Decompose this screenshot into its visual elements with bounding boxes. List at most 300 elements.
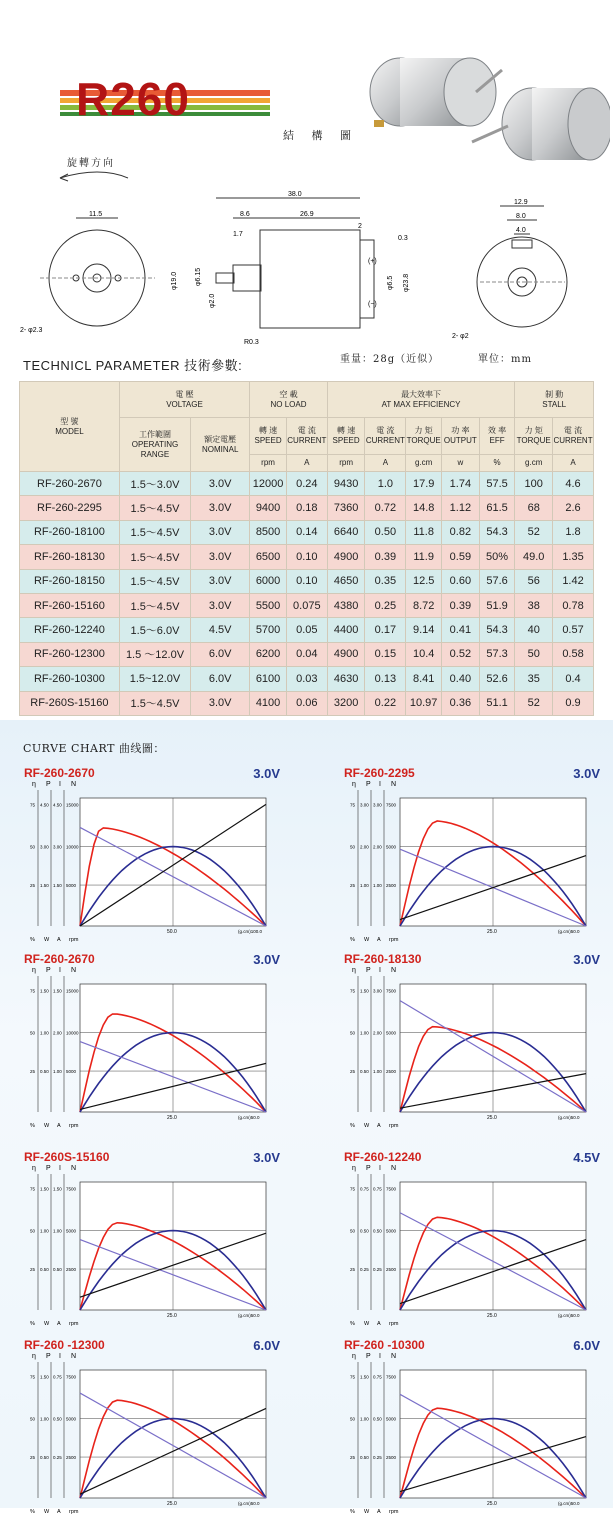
axis-foot: rpm	[389, 1123, 399, 1129]
tick-label: 3.00	[53, 844, 62, 850]
tick-label: 50	[350, 1416, 356, 1422]
value-cell: 100	[515, 472, 553, 496]
value-cell: 54.3	[479, 618, 515, 642]
tick-label: 1.00	[53, 1069, 62, 1075]
value-cell: 57.3	[479, 642, 515, 666]
parameter-title: TECHNICL PARAMETER 技術參數:	[23, 358, 243, 373]
tick-label: 1.50	[360, 988, 369, 994]
axis-foot: A	[377, 1321, 381, 1327]
tick-label: 10000	[66, 844, 79, 850]
value-cell: 8.72	[406, 593, 442, 617]
value-cell: 0.40	[442, 667, 480, 691]
x-tick-mid: 25.0	[487, 929, 497, 935]
axis-letter: N	[391, 1353, 397, 1360]
chart-voltage: 6.0V	[573, 1338, 600, 1353]
unit-pct: %	[479, 455, 515, 472]
axis-foot: rpm	[389, 937, 399, 943]
x-tick-mid: 50.0	[167, 929, 177, 935]
value-cell: 1.42	[553, 569, 594, 593]
dim-side-dia2: φ2.0	[209, 293, 216, 308]
tick-label: 1.00	[373, 1069, 382, 1075]
parameter-table	[19, 381, 594, 716]
tick-label: 1.00	[373, 883, 382, 889]
tick-label: 25	[350, 1267, 356, 1273]
axis-foot: %	[30, 937, 35, 943]
tick-label: 25	[30, 1267, 36, 1273]
chart-plot	[18, 966, 283, 1131]
dim-side-total: 38.0	[288, 191, 302, 198]
tick-label: 0.50	[40, 1267, 49, 1273]
chart-title: RF-260-2295	[344, 766, 415, 780]
dim-side-e: 0.3	[398, 235, 408, 242]
value-cell: 0.22	[365, 691, 406, 715]
chart-plot	[338, 780, 603, 945]
axis-foot: %	[350, 937, 355, 943]
chart-plot	[18, 1352, 283, 1517]
chart-title: RF-260-12240	[344, 1150, 422, 1164]
value-cell: 6.0V	[191, 642, 250, 666]
value-cell: 1.5～4.5V	[119, 593, 190, 617]
value-cell: 1.5～6.0V	[119, 618, 190, 642]
axis-letter: I	[379, 1165, 381, 1172]
value-cell: 1.8	[553, 520, 594, 544]
table-row	[20, 569, 594, 593]
axis-foot: rpm	[389, 1321, 399, 1327]
tick-label: 7500	[66, 1374, 77, 1380]
tick-label: 0.50	[360, 1228, 369, 1234]
axis-letter: I	[379, 1353, 381, 1360]
chart-title: RF-260 -10300	[344, 1338, 425, 1352]
tick-label: 1.00	[360, 1030, 369, 1036]
motor-photo	[360, 40, 610, 170]
header-voltage: 電 壓 VOLTAGE	[119, 382, 249, 418]
tick-label: 75	[350, 802, 356, 808]
value-cell: 6500	[250, 545, 287, 569]
value-cell: 52	[515, 520, 553, 544]
dim-rear-w2: 8.0	[516, 213, 526, 220]
tick-label: 0.25	[360, 1267, 369, 1273]
axis-foot: rpm	[389, 1509, 399, 1515]
value-cell: 57.6	[479, 569, 515, 593]
tick-label: 25	[350, 883, 356, 889]
x-tick-max: (g.cm)50.0	[558, 1313, 580, 1318]
unit-rpm: rpm	[327, 455, 365, 472]
axis-letter: I	[59, 781, 61, 788]
tick-label: 7500	[386, 1374, 397, 1380]
value-cell: 0.18	[286, 496, 327, 520]
axis-letter: η	[352, 1353, 356, 1360]
x-tick-max: (g.cm)100.0	[238, 929, 263, 934]
value-cell: 0.03	[286, 667, 327, 691]
dim-side-c: 1.7	[233, 231, 243, 238]
chart-voltage: 4.5V	[573, 1150, 600, 1165]
value-cell: 0.36	[442, 691, 480, 715]
value-cell: 9.14	[406, 618, 442, 642]
x-tick-max: (g.cm)50.0	[238, 1313, 260, 1318]
dim-side-dia19: φ19.0	[171, 271, 178, 290]
value-cell: 0.39	[365, 545, 406, 569]
tick-label: 0.50	[373, 1228, 382, 1234]
header-current-stall: 電 流 CURRENT	[553, 418, 594, 455]
model-cell: RF-260-18130	[20, 545, 120, 569]
value-cell: 4630	[327, 667, 365, 691]
chart-plot	[338, 1164, 603, 1329]
chart-voltage: 6.0V	[253, 1338, 280, 1353]
axis-foot: W	[364, 1321, 370, 1327]
tick-label: 0.75	[53, 1374, 62, 1380]
axis-letter: η	[32, 1165, 36, 1172]
value-cell: 8500	[250, 520, 287, 544]
model-cell: RF-260-2295	[20, 496, 120, 520]
axis-foot: %	[350, 1321, 355, 1327]
header-noload: 空 載 NO LOAD	[250, 382, 328, 418]
dim-side-dia238: φ23.8	[403, 273, 410, 292]
tick-label: 1.50	[53, 883, 62, 889]
axis-letter: I	[59, 967, 61, 974]
value-cell: 1.0	[365, 472, 406, 496]
axis-letter: P	[46, 1353, 51, 1360]
curve-chart	[338, 952, 608, 1132]
dim-front-width: 11.5	[89, 211, 103, 218]
header-eff: 效 率 EFF	[479, 418, 515, 455]
side-view	[171, 191, 410, 345]
tick-label: 2500	[66, 1455, 77, 1461]
tick-label: 5000	[386, 1030, 397, 1036]
tick-label: 75	[350, 988, 356, 994]
model-cell: RF-260-18150	[20, 569, 120, 593]
tick-label: 1.00	[53, 1228, 62, 1234]
value-cell: 4100	[250, 691, 287, 715]
header-maxeff: 最大效率下 AT MAX EFFICIENCY	[327, 382, 515, 418]
value-cell: 7360	[327, 496, 365, 520]
tick-label: 1.00	[40, 1030, 49, 1036]
axis-letter: N	[391, 781, 397, 788]
value-cell: 68	[515, 496, 553, 520]
dim-side-dia65: φ6.5	[387, 275, 394, 290]
header-torque-maxeff: 力 矩 TORQUE	[406, 418, 442, 455]
tick-label: 7500	[66, 1186, 77, 1192]
value-cell: 51.1	[479, 691, 515, 715]
tick-label: 5000	[66, 1228, 77, 1234]
tick-label: 50	[350, 844, 356, 850]
model-cell: RF-260-10300	[20, 667, 120, 691]
value-cell: 9400	[250, 496, 287, 520]
tick-label: 0.25	[53, 1455, 62, 1461]
value-cell: 38	[515, 593, 553, 617]
value-cell: 0.39	[442, 593, 480, 617]
tick-label: 50	[350, 1030, 356, 1036]
tick-label: 3.00	[40, 844, 49, 850]
header-speed-maxeff: 轉 速 SPEED	[327, 418, 365, 455]
tick-label: 0.50	[373, 1416, 382, 1422]
value-cell: 3.0V	[191, 593, 250, 617]
rotation-arrow-icon	[60, 172, 128, 181]
value-cell: 3.0V	[191, 520, 250, 544]
axis-foot: A	[377, 1509, 381, 1515]
tick-label: 5000	[66, 1069, 77, 1075]
tick-label: 1.00	[40, 1228, 49, 1234]
tick-label: 10000	[66, 1030, 79, 1036]
value-cell: 0.9	[553, 691, 594, 715]
x-tick-mid: 25.0	[167, 1313, 177, 1319]
tick-label: 15000	[66, 802, 79, 808]
unit-gcm: g.cm	[406, 455, 442, 472]
model-cell: RF-260-2670	[20, 472, 120, 496]
x-tick-mid: 25.0	[167, 1501, 177, 1507]
header-speed-noload: 轉 速 SPEED	[250, 418, 287, 455]
tick-label: 1.50	[40, 883, 49, 889]
value-cell: 57.5	[479, 472, 515, 496]
tick-label: 2500	[66, 1267, 77, 1273]
value-cell: 1.5～4.5V	[119, 545, 190, 569]
label-minus: (−)	[368, 301, 377, 308]
value-cell: 0.04	[286, 642, 327, 666]
value-cell: 5500	[250, 593, 287, 617]
value-cell: 0.57	[553, 618, 594, 642]
axis-foot: rpm	[69, 1123, 79, 1129]
tick-label: 2.00	[373, 1030, 382, 1036]
tick-label: 2500	[386, 883, 397, 889]
dim-side-d: 2	[358, 223, 362, 230]
tick-label: 7500	[386, 802, 397, 808]
value-cell: 1.5～4.5V	[119, 520, 190, 544]
value-cell: 1.5～4.5V	[119, 569, 190, 593]
value-cell: 10.4	[406, 642, 442, 666]
unit-a: A	[365, 455, 406, 472]
curve-chart	[338, 766, 608, 946]
value-cell: 1.5～4.5V	[119, 691, 190, 715]
chart-title: RF-260-2670	[24, 766, 95, 780]
tick-label: 0.75	[373, 1186, 382, 1192]
x-tick-max: (g.cm)50.0	[558, 1501, 580, 1506]
axis-letter: N	[71, 1165, 77, 1172]
dim-side-r: R0.3	[244, 339, 259, 345]
value-cell: 0.78	[553, 593, 594, 617]
header-nominal: 額定電壓 NOMINAL	[191, 418, 250, 472]
value-cell: 12.5	[406, 569, 442, 593]
value-cell: 8.41	[406, 667, 442, 691]
tick-label: 5000	[66, 883, 77, 889]
tick-label: 25	[30, 1069, 36, 1075]
value-cell: 61.5	[479, 496, 515, 520]
axis-foot: W	[364, 1509, 370, 1515]
value-cell: 56	[515, 569, 553, 593]
structure-label: 結 構 圖	[283, 129, 358, 142]
chart-voltage: 3.0V	[253, 952, 280, 967]
value-cell: 1.74	[442, 472, 480, 496]
value-cell: 0.15	[365, 642, 406, 666]
tick-label: 3.00	[373, 802, 382, 808]
x-tick-mid: 25.0	[167, 1115, 177, 1121]
unit-a: A	[553, 455, 594, 472]
table-row	[20, 472, 594, 496]
weight-label: 重量：28g（近似）	[340, 354, 440, 365]
model-cell: RF-260-15160	[20, 593, 120, 617]
axis-letter: N	[71, 781, 77, 788]
tick-label: 75	[30, 802, 36, 808]
tick-label: 4.50	[53, 802, 62, 808]
tick-label: 2500	[386, 1069, 397, 1075]
axis-letter: N	[391, 1165, 397, 1172]
tick-label: 50	[30, 1416, 36, 1422]
tick-label: 0.25	[373, 1455, 382, 1461]
tick-label: 0.50	[40, 1455, 49, 1461]
value-cell: 0.52	[442, 642, 480, 666]
tick-label: 75	[30, 988, 36, 994]
value-cell: 17.9	[406, 472, 442, 496]
chart-title: RF-260 -12300	[24, 1338, 105, 1352]
axis-foot: A	[377, 937, 381, 943]
curve-chart	[18, 766, 288, 946]
value-cell: 4900	[327, 642, 365, 666]
axis-letter: η	[352, 781, 356, 788]
dim-rear-w3: 4.0	[516, 227, 526, 234]
chart-plot	[18, 1164, 283, 1329]
value-cell: 0.25	[365, 593, 406, 617]
tick-label: 2.00	[373, 844, 382, 850]
tick-label: 7500	[386, 988, 397, 994]
tick-label: 0.50	[360, 1069, 369, 1075]
header-oprange: 工作範圍 OPERATING RANGE	[119, 418, 190, 472]
page-title: R260	[76, 73, 190, 125]
tick-label: 0.50	[53, 1416, 62, 1422]
table-row	[20, 691, 594, 715]
axis-foot: A	[377, 1123, 381, 1129]
value-cell: 0.06	[286, 691, 327, 715]
tick-label: 50	[30, 844, 36, 850]
value-cell: 3.0V	[191, 472, 250, 496]
value-cell: 50	[515, 642, 553, 666]
value-cell: 0.075	[286, 593, 327, 617]
axis-foot: W	[44, 1321, 50, 1327]
value-cell: 0.60	[442, 569, 480, 593]
axis-foot: %	[30, 1509, 35, 1515]
axis-foot: A	[57, 1123, 61, 1129]
value-cell: 3.0V	[191, 496, 250, 520]
value-cell: 3.0V	[191, 545, 250, 569]
chart-voltage: 3.0V	[253, 766, 280, 781]
value-cell: 0.24	[286, 472, 327, 496]
x-tick-mid: 25.0	[487, 1313, 497, 1319]
value-cell: 11.9	[406, 545, 442, 569]
axis-letter: η	[32, 967, 36, 974]
tick-label: 15000	[66, 988, 79, 994]
tick-label: 1.00	[360, 1416, 369, 1422]
spec-section	[0, 0, 613, 720]
tick-label: 25	[30, 1455, 36, 1461]
tick-label: 3.00	[360, 802, 369, 808]
tick-label: 1.50	[40, 988, 49, 994]
axis-foot: W	[364, 1123, 370, 1129]
unit-gcm: g.cm	[515, 455, 553, 472]
value-cell: 0.05	[286, 618, 327, 642]
tick-label: 2500	[386, 1267, 397, 1273]
tick-label: 3.00	[373, 988, 382, 994]
chart-title: RF-260S-15160	[24, 1150, 110, 1164]
axis-foot: %	[30, 1123, 35, 1129]
model-cell: RF-260-12300	[20, 642, 120, 666]
value-cell: 4.6	[553, 472, 594, 496]
tick-label: 4.50	[40, 802, 49, 808]
chart-title: RF-260-18130	[344, 952, 422, 966]
table-row	[20, 496, 594, 520]
header-output: 功 率 OUTPUT	[442, 418, 480, 455]
chart-voltage: 3.0V	[253, 1150, 280, 1165]
table-row	[20, 520, 594, 544]
table-row	[20, 667, 594, 691]
tick-label: 50	[350, 1228, 356, 1234]
tick-label: 25	[350, 1455, 356, 1461]
rear-view	[452, 199, 567, 340]
rotation-label: 旋轉方向	[67, 158, 115, 169]
tick-label: 1.50	[53, 988, 62, 994]
dim-rear-w1: 12.9	[514, 199, 528, 206]
chart-plot	[338, 966, 603, 1131]
value-cell: 40	[515, 618, 553, 642]
tick-label: 1.50	[40, 1186, 49, 1192]
x-tick-max: (g.cm)50.0	[558, 929, 580, 934]
value-cell: 52.6	[479, 667, 515, 691]
axis-letter: P	[366, 1353, 371, 1360]
value-cell: 35	[515, 667, 553, 691]
table-row	[20, 642, 594, 666]
axis-letter: η	[352, 1165, 356, 1172]
value-cell: 0.82	[442, 520, 480, 544]
value-cell: 1.12	[442, 496, 480, 520]
tick-label: 1.50	[40, 1374, 49, 1380]
tick-label: 2500	[386, 1455, 397, 1461]
value-cell: 1.35	[553, 545, 594, 569]
value-cell: 1.5～4.5V	[119, 496, 190, 520]
x-tick-mid: 25.0	[487, 1115, 497, 1121]
x-tick-mid: 25.0	[487, 1501, 497, 1507]
tick-label: 5000	[386, 1416, 397, 1422]
value-cell: 3.0V	[191, 569, 250, 593]
model-cell: RF-260-18100	[20, 520, 120, 544]
value-cell: 0.14	[286, 520, 327, 544]
axis-foot: %	[350, 1123, 355, 1129]
chart-plot	[338, 1352, 603, 1517]
value-cell: 12000	[250, 472, 287, 496]
table-row	[20, 545, 594, 569]
axis-letter: η	[32, 781, 36, 788]
chart-voltage: 3.0V	[573, 766, 600, 781]
tick-label: 0.50	[40, 1069, 49, 1075]
value-cell: 51.9	[479, 593, 515, 617]
tick-label: 75	[350, 1186, 356, 1192]
tick-label: 1.00	[360, 883, 369, 889]
axis-letter: η	[32, 1353, 36, 1360]
axis-letter: I	[59, 1165, 61, 1172]
x-tick-max: (g.cm)50.0	[238, 1115, 260, 1120]
unit-label: 單位：mm	[478, 354, 532, 365]
tick-label: 5000	[386, 844, 397, 850]
x-tick-max: (g.cm)50.0	[558, 1115, 580, 1120]
value-cell: 0.35	[365, 569, 406, 593]
curve-chart	[18, 1338, 288, 1518]
dim-side-b: 26.9	[300, 211, 314, 218]
curve-chart	[18, 952, 288, 1132]
unit-a: A	[286, 455, 327, 472]
axis-letter: P	[46, 781, 51, 788]
value-cell: 14.8	[406, 496, 442, 520]
value-cell: 0.17	[365, 618, 406, 642]
dimension-drawing	[0, 160, 613, 345]
value-cell: 0.59	[442, 545, 480, 569]
tick-label: 5000	[386, 1228, 397, 1234]
value-cell: 0.41	[442, 618, 480, 642]
axis-letter: η	[352, 967, 356, 974]
